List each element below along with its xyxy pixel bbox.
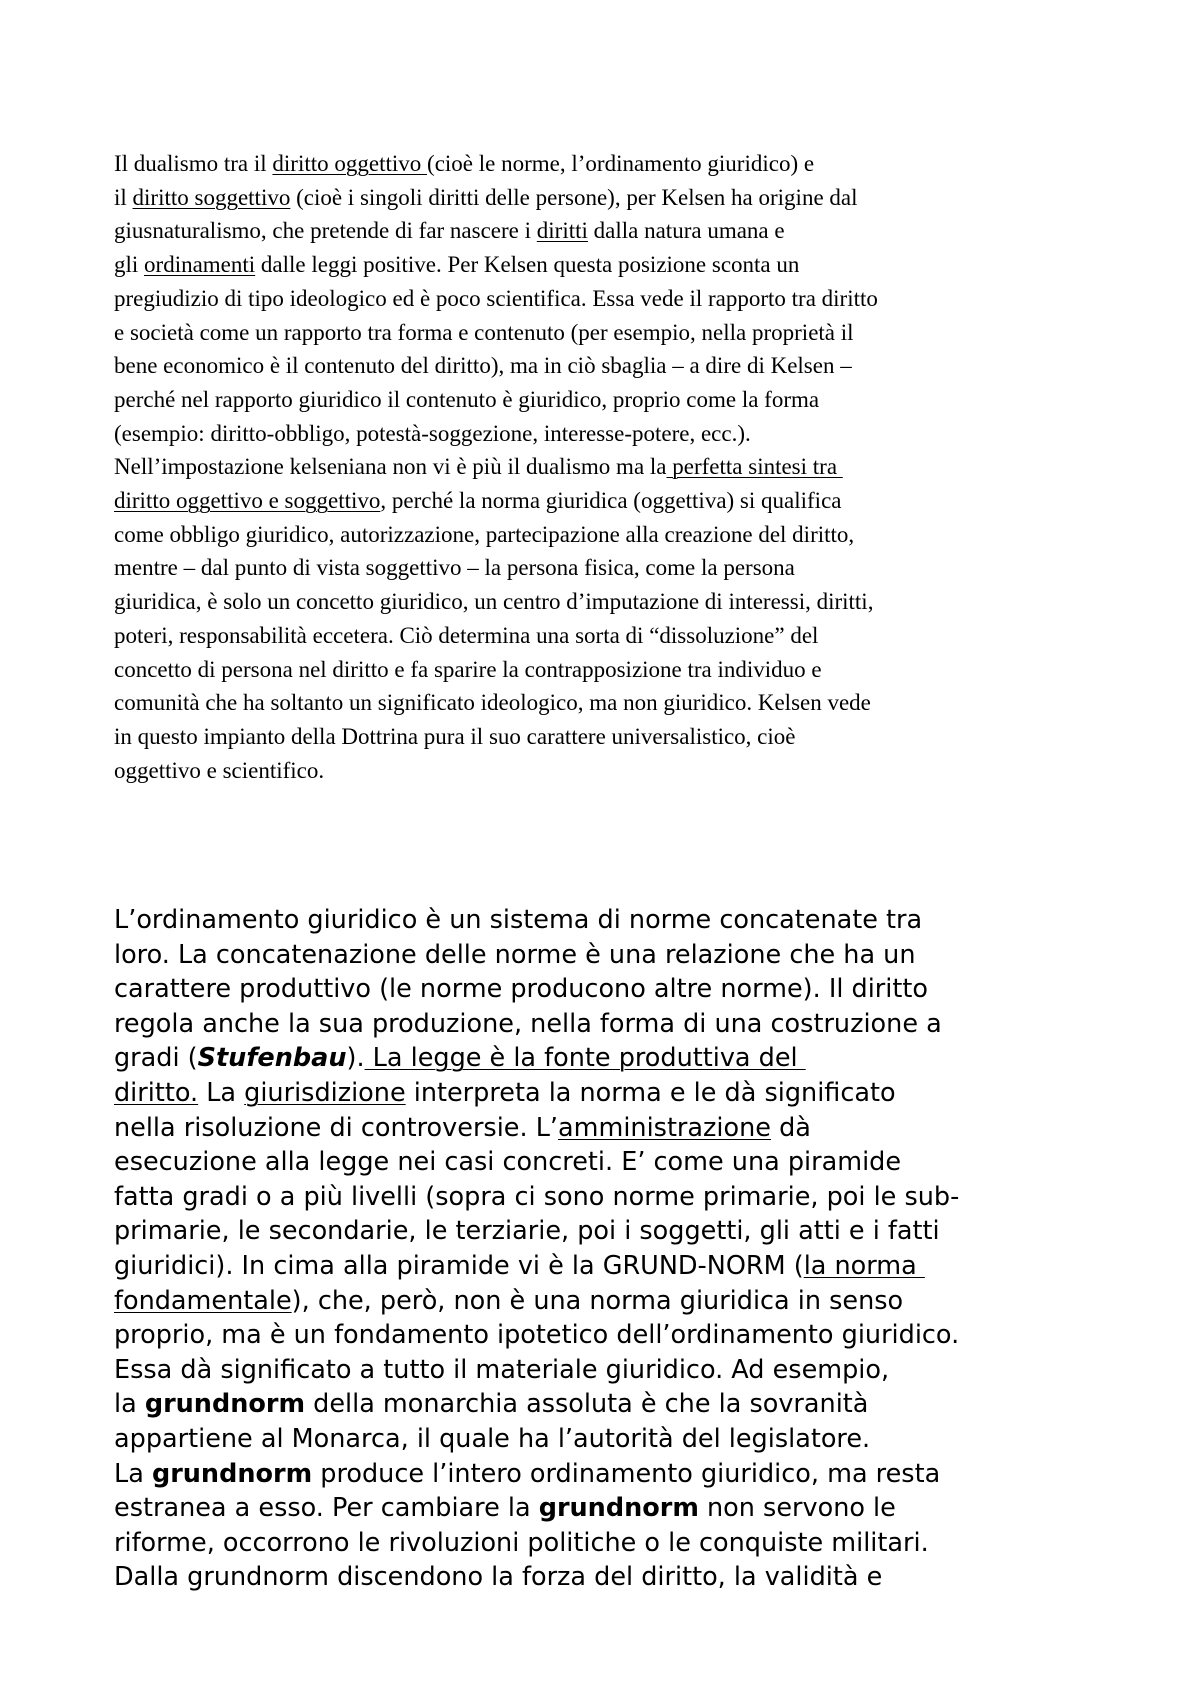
text-line <box>114 1041 1124 1076</box>
text-run: interpreta la norma e le dà significato <box>405 1077 896 1108</box>
text-run: produce l’intero ordinamento giuridico, ma resta <box>312 1458 941 1489</box>
text-line: bene economico è il contenuto del diritto), ma in ciò sbaglia – a dire di Kelsen – <box>114 353 852 379</box>
text-run: gradi ( <box>114 1043 198 1074</box>
text-line: e società come un rapporto tra forma e contenuto (per esempio, nella proprietà il <box>114 319 854 345</box>
underlined-text: amministrazione <box>558 1112 771 1143</box>
underlined-text: la norma <box>803 1250 925 1281</box>
underlined-text: diritto oggettivo e soggettivo <box>114 488 381 514</box>
text-run: nella risoluzione di controversie. L’ <box>114 1112 559 1143</box>
text-line: esecuzione alla legge nei casi concreti. E’ come una piramide <box>114 1147 902 1178</box>
underlined-text: perfetta sintesi tra <box>666 454 843 480</box>
text-line: mentre – dal punto di vista soggettivo – la persona fisica, come la persona <box>114 555 795 581</box>
text-line <box>114 484 1094 518</box>
bold-term: grundnorm <box>144 1389 306 1420</box>
text-run: ), che, però, non è una norma giuridica in senso <box>291 1285 904 1316</box>
text-run: gli <box>114 252 145 278</box>
text-run: (cioè le norme, l’ordinamento giuridico) e <box>427 151 815 176</box>
text-line: (esempio: diritto-obbligo, potestà-soggezione, interesse-potere, ecc.). <box>114 420 751 446</box>
underlined-text: ordinamenti <box>144 252 256 278</box>
text-line <box>114 1076 1124 1111</box>
text-line: giuridica, è solo un concetto giuridico, un centro d’imputazione di interessi, diritti, <box>114 589 874 615</box>
text-run: giusnaturalismo, che pretende di far nascere i <box>114 218 537 244</box>
paragraph-kelsen-dualism <box>114 147 1094 787</box>
text-run: ). <box>346 1043 365 1074</box>
text-line: riforme, occorrono le rivoluzioni politiche o le conquiste militari. <box>114 1527 929 1558</box>
bold-term: grundnorm <box>151 1458 313 1489</box>
text-line: primarie, le secondarie, le terziarie, poi i soggetti, gli atti e i fatti <box>114 1216 940 1247</box>
text-run: il <box>114 184 133 210</box>
paragraph-legal-order <box>114 903 1124 1595</box>
text-line: in questo impianto della Dottrina pura il suo carattere universalistico, cioè <box>114 723 796 749</box>
text-run: (cioè i singoli diritti delle persone), per Kelsen ha origine dal <box>290 184 858 210</box>
text-line <box>114 1284 1124 1319</box>
text-line: come obbligo giuridico, autorizzazione, partecipazione alla creazione del diritto, <box>114 521 855 547</box>
underlined-text: La legge è la fonte produttiva del <box>364 1043 806 1074</box>
text-line: comunità che ha soltanto un significato ideologico, ma non giuridico. Kelsen vede <box>114 690 871 716</box>
text-line <box>114 450 1094 484</box>
text-line: appartiene al Monarca, il quale ha l’autorità del legislatore. <box>114 1423 871 1454</box>
text-run: estranea a esso. Per cambiare la <box>114 1493 539 1524</box>
text-line: loro. La concatenazione delle norme è una relazione che ha un <box>114 939 916 970</box>
text-line: poteri, responsabilità eccetera. Ciò determina una sorta di “dissoluzione” del <box>114 622 819 648</box>
text-line <box>114 1491 1124 1526</box>
text-line: carattere produttivo (le norme producono altre norme). Il diritto <box>114 974 928 1005</box>
text-line: perché nel rapporto giuridico il contenuto è giuridico, proprio come la forma <box>114 386 820 412</box>
text-line: regola anche la sua produzione, nella forma di una costruzione a <box>114 1008 942 1039</box>
text-line: fatta gradi o a più livelli (sopra ci sono norme primarie, poi le sub- <box>114 1181 960 1212</box>
bold-term: grundnorm <box>538 1493 699 1524</box>
text-line: Essa dà significato a tutto il materiale giuridico. Ad esempio, <box>114 1354 890 1385</box>
bold-italic-term: Stufenbau <box>197 1043 347 1074</box>
text-run: dà <box>770 1112 811 1143</box>
text-run: la <box>114 1389 145 1420</box>
underlined-text: giurisdizione <box>244 1077 406 1108</box>
text-line <box>114 1387 1124 1422</box>
text-line <box>114 1457 1124 1492</box>
text-line <box>114 248 1094 282</box>
text-run: Il dualismo tra il <box>114 151 273 176</box>
text-run: La <box>114 1458 152 1489</box>
text-line: concetto di persona nel diritto e fa sparire la contrapposizione tra individuo e <box>114 656 822 682</box>
underlined-text: diritto soggettivo <box>132 184 291 210</box>
underlined-text: fondamentale <box>114 1285 292 1316</box>
text-line: oggettivo e scientifico. <box>114 757 325 783</box>
text-line <box>114 147 1094 181</box>
text-run: La <box>198 1077 245 1108</box>
underlined-text: diritto oggettivo <box>272 151 428 176</box>
text-run: , perché la norma giuridica (oggettiva) si qualifica <box>380 488 842 514</box>
underlined-text: diritti <box>536 218 588 244</box>
text-run: dalla natura umana e <box>587 218 785 244</box>
text-run: Nell’impostazione kelseniana non vi è più il dualismo ma la <box>114 454 667 480</box>
text-run: giuridici). In cima alla piramide vi è la GRUND-NORM ( <box>114 1250 804 1281</box>
text-line <box>114 1111 1124 1146</box>
text-line <box>114 214 1094 248</box>
text-run: della monarchia assoluta è che la sovranità <box>305 1389 869 1420</box>
underlined-text: diritto. <box>114 1077 199 1108</box>
text-line: Dalla grundnorm discendono la forza del diritto, la validità e <box>114 1562 883 1593</box>
text-line <box>114 1249 1124 1284</box>
text-run: dalle leggi positive. Per Kelsen questa posizione sconta un <box>255 252 800 278</box>
text-run: non servono le <box>698 1493 896 1524</box>
text-line: pregiudizio di tipo ideologico ed è poco scientifica. Essa vede il rapporto tra diritto <box>114 285 878 311</box>
text-line: L’ordinamento giuridico è un sistema di norme concatenate tra <box>114 905 923 935</box>
text-line: proprio, ma è un fondamento ipotetico dell’ordinamento giuridico. <box>114 1320 960 1351</box>
text-line <box>114 181 1094 215</box>
